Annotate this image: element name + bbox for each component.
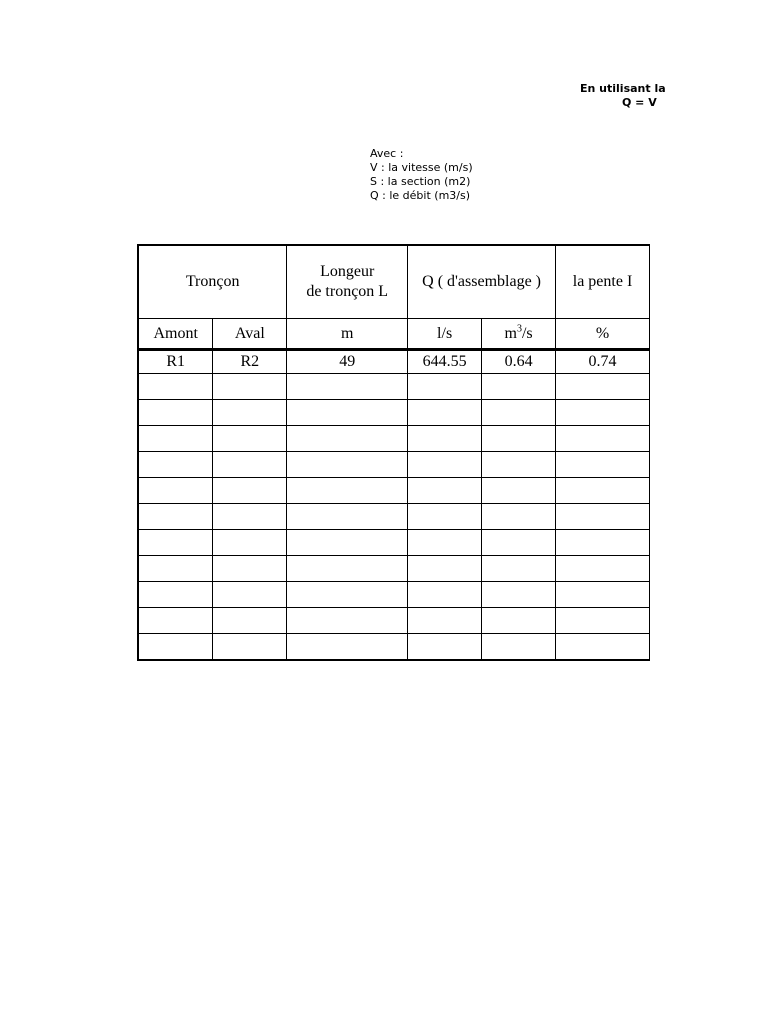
- cell-debit-m3s: [482, 530, 556, 556]
- cell-amont: [138, 426, 213, 452]
- cell-amont: [138, 452, 213, 478]
- cell-pente: [556, 452, 650, 478]
- table-row: [138, 504, 650, 530]
- header-longeur: [287, 245, 408, 319]
- cell-pente: [556, 530, 650, 556]
- cell-debit-ls: [408, 426, 482, 452]
- subheader-m3s: [482, 319, 556, 350]
- cell-longeur: [287, 530, 408, 556]
- header-pente: la pente I: [556, 245, 650, 319]
- cell-debit-ls: [408, 400, 482, 426]
- cell-debit-m3s: [482, 582, 556, 608]
- cell-aval: [213, 452, 287, 478]
- cell-aval: [213, 608, 287, 634]
- cell-debit-m3s: [482, 452, 556, 478]
- cell-amont: [138, 530, 213, 556]
- formula-equation: Q = V: [622, 96, 657, 109]
- cell-aval: [213, 374, 287, 400]
- cell-pente: [556, 582, 650, 608]
- cell-debit-ls: [408, 374, 482, 400]
- cell-debit-m3s: [482, 556, 556, 582]
- cell-longeur: [287, 504, 408, 530]
- cell-aval: [213, 530, 287, 556]
- cell-debit-m3s: [482, 374, 556, 400]
- subheader-aval: Aval: [213, 319, 287, 350]
- subheader-ls: l/s: [408, 319, 482, 350]
- cell-pente: [556, 478, 650, 504]
- cell-debit-ls: [408, 530, 482, 556]
- cell-aval: [213, 634, 287, 661]
- cell-debit-ls: [408, 634, 482, 661]
- cell-pente: [556, 556, 650, 582]
- formula-intro: En utilisant la: [580, 82, 666, 95]
- table-row: [138, 374, 650, 400]
- cell-debit-ls: [408, 504, 482, 530]
- cell-amont: [138, 478, 213, 504]
- cell-amont: [138, 608, 213, 634]
- table-row: [138, 556, 650, 582]
- cell-longeur: [287, 426, 408, 452]
- table-row: [138, 452, 650, 478]
- table-row: [138, 634, 650, 661]
- cell-amont: [138, 634, 213, 661]
- header-longeur-line2: de tronçon L: [306, 283, 389, 300]
- table-row: [138, 350, 650, 374]
- cell-debit-m3s: [482, 634, 556, 661]
- subheader-percent: %: [556, 319, 650, 350]
- cell-pente: [556, 608, 650, 634]
- cell-longeur: [287, 582, 408, 608]
- cell-debit-ls: [408, 478, 482, 504]
- cell-aval: [213, 556, 287, 582]
- cell-amont: [138, 400, 213, 426]
- header-q-assemblage: Q ( d'assemblage ): [408, 245, 556, 319]
- cell-pente: [556, 400, 650, 426]
- cell-longeur: [287, 374, 408, 400]
- unit-m: m: [504, 324, 517, 342]
- cell-debit-m3s: [482, 478, 556, 504]
- cell-debit-m3s: [482, 400, 556, 426]
- cell-aval: [213, 400, 287, 426]
- cell-amont: [138, 582, 213, 608]
- cell-pente: [556, 634, 650, 661]
- cell-pente: 0.74: [556, 350, 650, 374]
- cell-debit-ls: [408, 452, 482, 478]
- cell-debit-m3s: [482, 504, 556, 530]
- cell-amont: R1: [138, 350, 213, 374]
- cell-longeur: [287, 608, 408, 634]
- header-troncon: Tronçon: [138, 245, 287, 319]
- cell-longeur: [287, 634, 408, 661]
- subheader-m: m: [287, 319, 408, 350]
- legend-velocity: V : la vitesse (m/s): [370, 161, 473, 174]
- cell-debit-ls: 644.55: [408, 350, 482, 374]
- table-row: [138, 400, 650, 426]
- unit-cube: 3: [516, 323, 522, 335]
- cell-aval: [213, 582, 287, 608]
- cell-longeur: 49: [287, 350, 408, 374]
- cell-debit-ls: [408, 582, 482, 608]
- cell-debit-ls: [408, 556, 482, 582]
- cell-pente: [556, 374, 650, 400]
- cell-debit-m3s: 0.64: [482, 350, 556, 374]
- legend-flow: Q : le débit (m3/s): [370, 189, 471, 202]
- data-table: [137, 244, 650, 661]
- legend-section: S : la section (m2): [370, 175, 471, 188]
- cell-longeur: [287, 556, 408, 582]
- table-body: [138, 350, 650, 661]
- cell-longeur: [287, 400, 408, 426]
- cell-aval: [213, 504, 287, 530]
- cell-pente: [556, 504, 650, 530]
- unit-per-second: /s: [521, 324, 533, 342]
- table-row: [138, 478, 650, 504]
- subheader-amont: Amont: [138, 319, 213, 350]
- legend-block: [370, 147, 473, 203]
- cell-amont: [138, 374, 213, 400]
- table-row: [138, 426, 650, 452]
- cell-amont: [138, 504, 213, 530]
- cell-debit-m3s: [482, 426, 556, 452]
- cell-amont: [138, 556, 213, 582]
- header-longeur-line1: Longeur: [320, 263, 375, 280]
- cell-pente: [556, 426, 650, 452]
- legend-title: Avec :: [370, 147, 404, 160]
- table-row: [138, 582, 650, 608]
- cell-aval: R2: [213, 350, 287, 374]
- table-row: [138, 530, 650, 556]
- cell-debit-m3s: [482, 608, 556, 634]
- cell-longeur: [287, 452, 408, 478]
- cell-aval: [213, 478, 287, 504]
- table-row: [138, 608, 650, 634]
- cell-aval: [213, 426, 287, 452]
- cell-longeur: [287, 478, 408, 504]
- cell-debit-ls: [408, 608, 482, 634]
